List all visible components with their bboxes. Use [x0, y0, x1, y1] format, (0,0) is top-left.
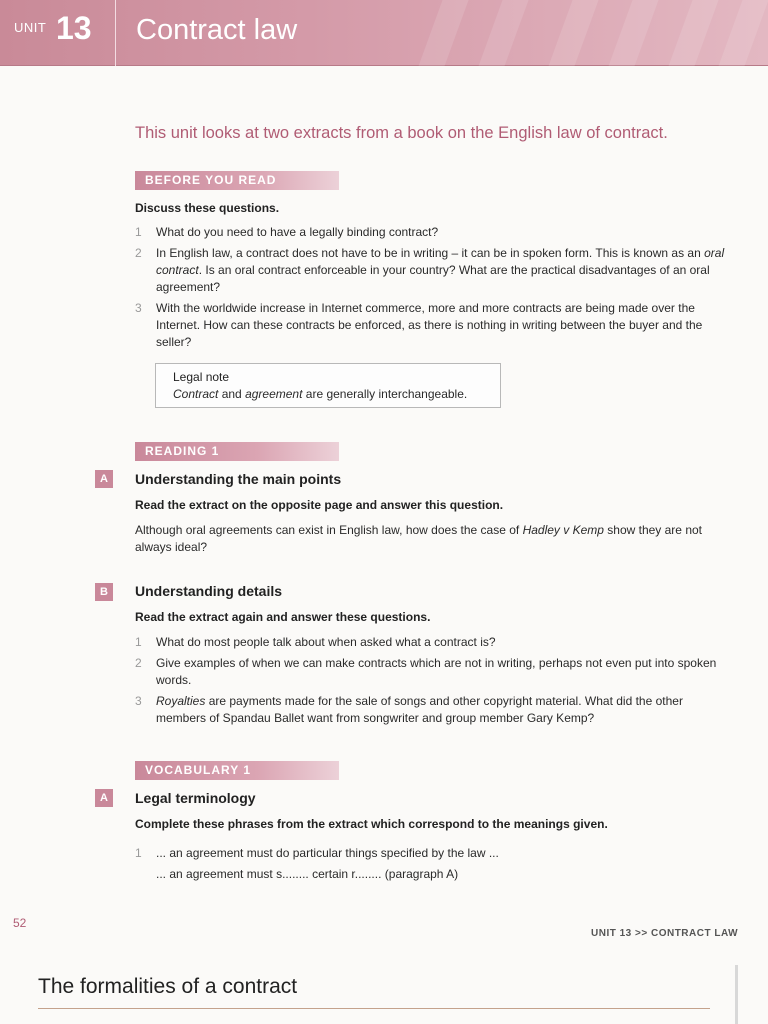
page-number: 52	[13, 916, 27, 930]
exercise-instruction: Read the extract on the opposite page and answer this question.	[135, 498, 504, 512]
vocabulary-items	[135, 845, 735, 887]
exercise-badge-a: A	[95, 789, 113, 807]
section-before-you-read: BEFORE YOU READ	[135, 171, 339, 190]
section-vocabulary-1: VOCABULARY 1	[135, 761, 339, 780]
list-item: 3 With the worldwide increase in Internet commerce, more and more contracts are being made over the Internet. How can these contracts be enforced, as there is nothing in writing between the buyer and the seller?	[135, 301, 703, 349]
before-you-read-instruction: Discuss these questions.	[135, 201, 280, 215]
page-edge	[735, 965, 738, 1024]
unit-header	[0, 0, 768, 66]
exercise-heading: Legal terminology	[135, 790, 256, 806]
exercise-badge-b: B	[95, 583, 113, 601]
blank-field[interactable]: s........	[276, 867, 309, 881]
exercise-instruction: Read the extract again and answer these questions.	[135, 610, 431, 624]
legal-note-box	[155, 363, 501, 408]
header-stripes	[408, 0, 768, 66]
list-item: 1 ... an agreement must do particular things specified by the law ... ... an agreement must s........ certain r........ (paragraph A)	[135, 846, 499, 881]
blank-field[interactable]: r........	[351, 867, 382, 881]
unit-word: UNIT	[14, 20, 47, 35]
unit-title: Contract law	[136, 14, 298, 46]
legal-note-title: Legal note	[173, 370, 230, 384]
running-head: UNIT 13 >> CONTRACT LAW	[591, 928, 739, 939]
exercise-badge-a: A	[95, 470, 113, 488]
list-item: 1 What do most people talk about when asked what a contract is?	[135, 635, 496, 649]
list-item: 2 Give examples of when we can make contracts which are not in writing, perhaps not even put into spoken words.	[135, 656, 717, 687]
before-you-read-questions	[135, 224, 735, 355]
exercise-heading: Understanding the main points	[135, 471, 342, 487]
unit-number: 13	[56, 10, 92, 46]
exercise-heading: Understanding details	[135, 583, 283, 599]
next-page-title: The formalities of a contract	[38, 975, 298, 998]
unit-number-box	[0, 0, 116, 66]
legal-note-text: Contract and agreement are generally interchangeable.	[173, 387, 468, 401]
exercise-question: Although oral agreements can exist in English law, how does the case of Hadley v Kemp show they are not always ideal?	[135, 523, 702, 554]
exercise-instruction: Complete these phrases from the extract which correspond to the meanings given.	[135, 817, 608, 831]
list-item: 1 What do you need to have a legally binding contract?	[135, 225, 439, 239]
section-reading-1: READING 1	[135, 442, 339, 461]
title-rule	[38, 1008, 710, 1009]
list-item: 3 Royalties are payments made for the sale of songs and other copyright material. What did the other members of Spandau Ballet want from songwriter and group member Gary Kemp?	[135, 694, 683, 725]
list-item: 2 In English law, a contract does not have to be in writing – it can be in spoken form. This is known as an oral contract. Is an oral contract enforceable in your country? What are the practical disadvantages of an oral agreement?	[135, 246, 725, 294]
reading-questions	[135, 634, 735, 731]
unit-intro: This unit looks at two extracts from a book on the English law of contract.	[135, 124, 668, 142]
